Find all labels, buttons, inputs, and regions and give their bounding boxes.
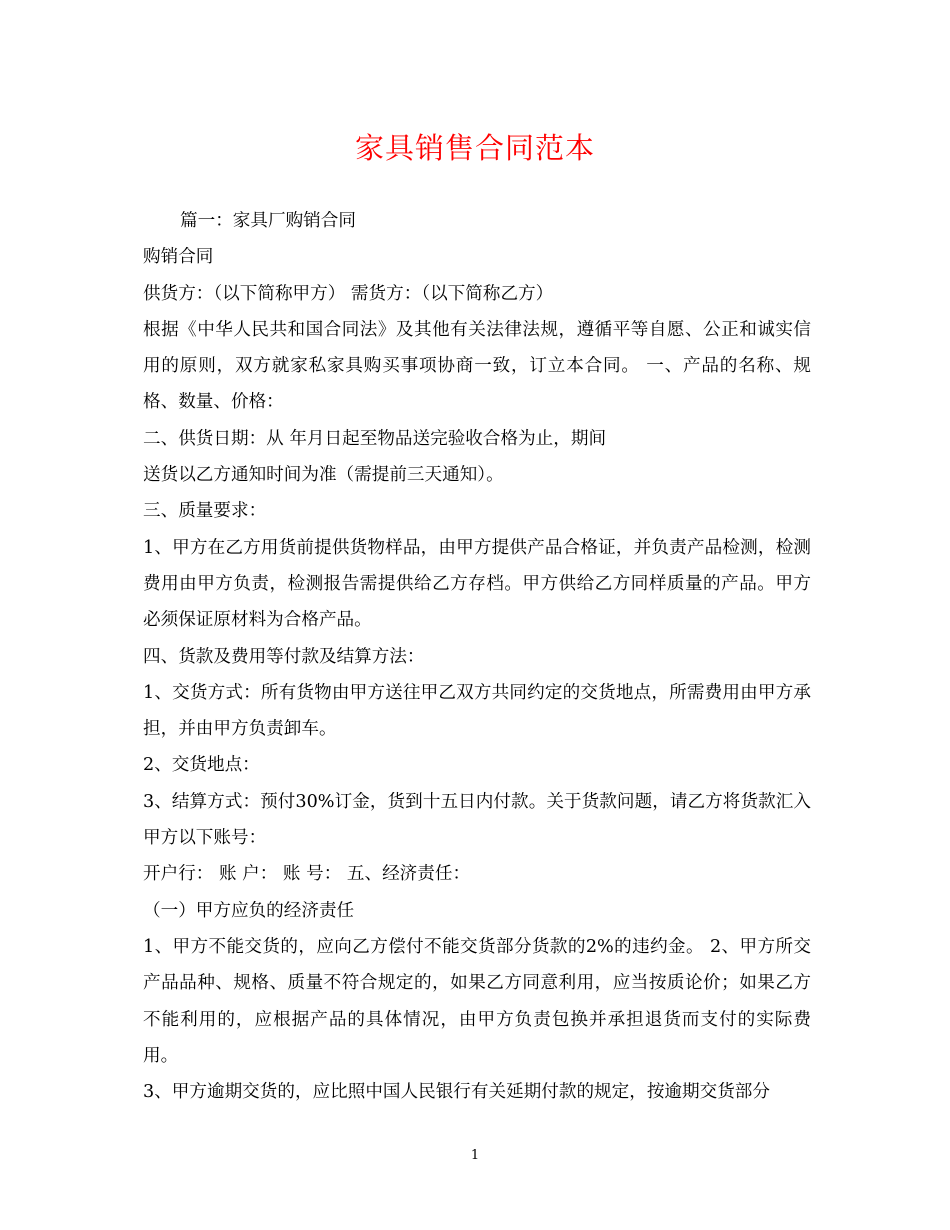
contract-heading: 购销合同: [143, 247, 214, 268]
settlement-paragraph: 3、结算方式：预付30%订金，货到十五日内付款。关于货款问题，请乙方将货款汇入甲方以下账号：: [143, 791, 811, 849]
liability-subheading: （一）甲方应负的经济责任: [143, 900, 355, 921]
liability-paragraph: 1、甲方不能交货的，应向乙方偿付不能交货部分货款的2%的违约金。 2、甲方所交产品品种、规格、质量不符合规定的，如果乙方同意利用，应当按质论价；如果乙方不能利用的，应根据产品的具体情况，由甲方负责包换并承担退货而支付的实际费用。: [143, 936, 811, 1066]
parties-line: 供货方：（以下简称甲方） 需货方：（以下简称乙方）: [143, 283, 554, 304]
payment-heading: 四、货款及费用等付款及结算方法：: [143, 646, 425, 667]
supply-date-line: 二、供货日期：从 年月日起至物品送完验收合格为止，期间: [143, 428, 607, 449]
delivery-location-line: 2、交货地点：: [143, 755, 260, 776]
section-heading: 篇一：家具厂购销合同: [180, 211, 356, 231]
document-title: 家具销售合同范本: [354, 131, 595, 165]
document-body: [143, 203, 811, 1110]
delivery-notice-line: 送货以乙方通知时间为准（需提前三天通知）。: [143, 465, 504, 486]
delivery-method-paragraph: 1、交货方式：所有货物由甲方送往甲乙双方共同约定的交货地点，所需费用由甲方承担，并由甲方负责卸车。: [143, 682, 811, 740]
preamble-paragraph: 根据《中华人民共和国合同法》及其他有关法律法规，遵循平等自愿、公正和诚实信用的原则，双方就家私家具购买事项协商一致，订立本合同。 一、产品的名称、规格、数量、价格：: [143, 319, 811, 413]
overdue-paragraph: 3、甲方逾期交货的，应比照中国人民银行有关延期付款的规定，按逾期交货部分: [143, 1082, 770, 1103]
bank-account-line: 开户行： 账 户： 账 号： 五、经济责任：: [143, 864, 471, 885]
page-number: 1: [470, 1148, 480, 1163]
quality-paragraph: 1、甲方在乙方用货前提供货物样品，由甲方提供产品合格证，并负责产品检测，检测费用由甲方负责，检测报告需提供给乙方存档。甲方供给乙方同样质量的产品。甲方必须保证原材料为合格产品。: [143, 537, 811, 631]
quality-heading: 三、质量要求：: [143, 501, 267, 522]
